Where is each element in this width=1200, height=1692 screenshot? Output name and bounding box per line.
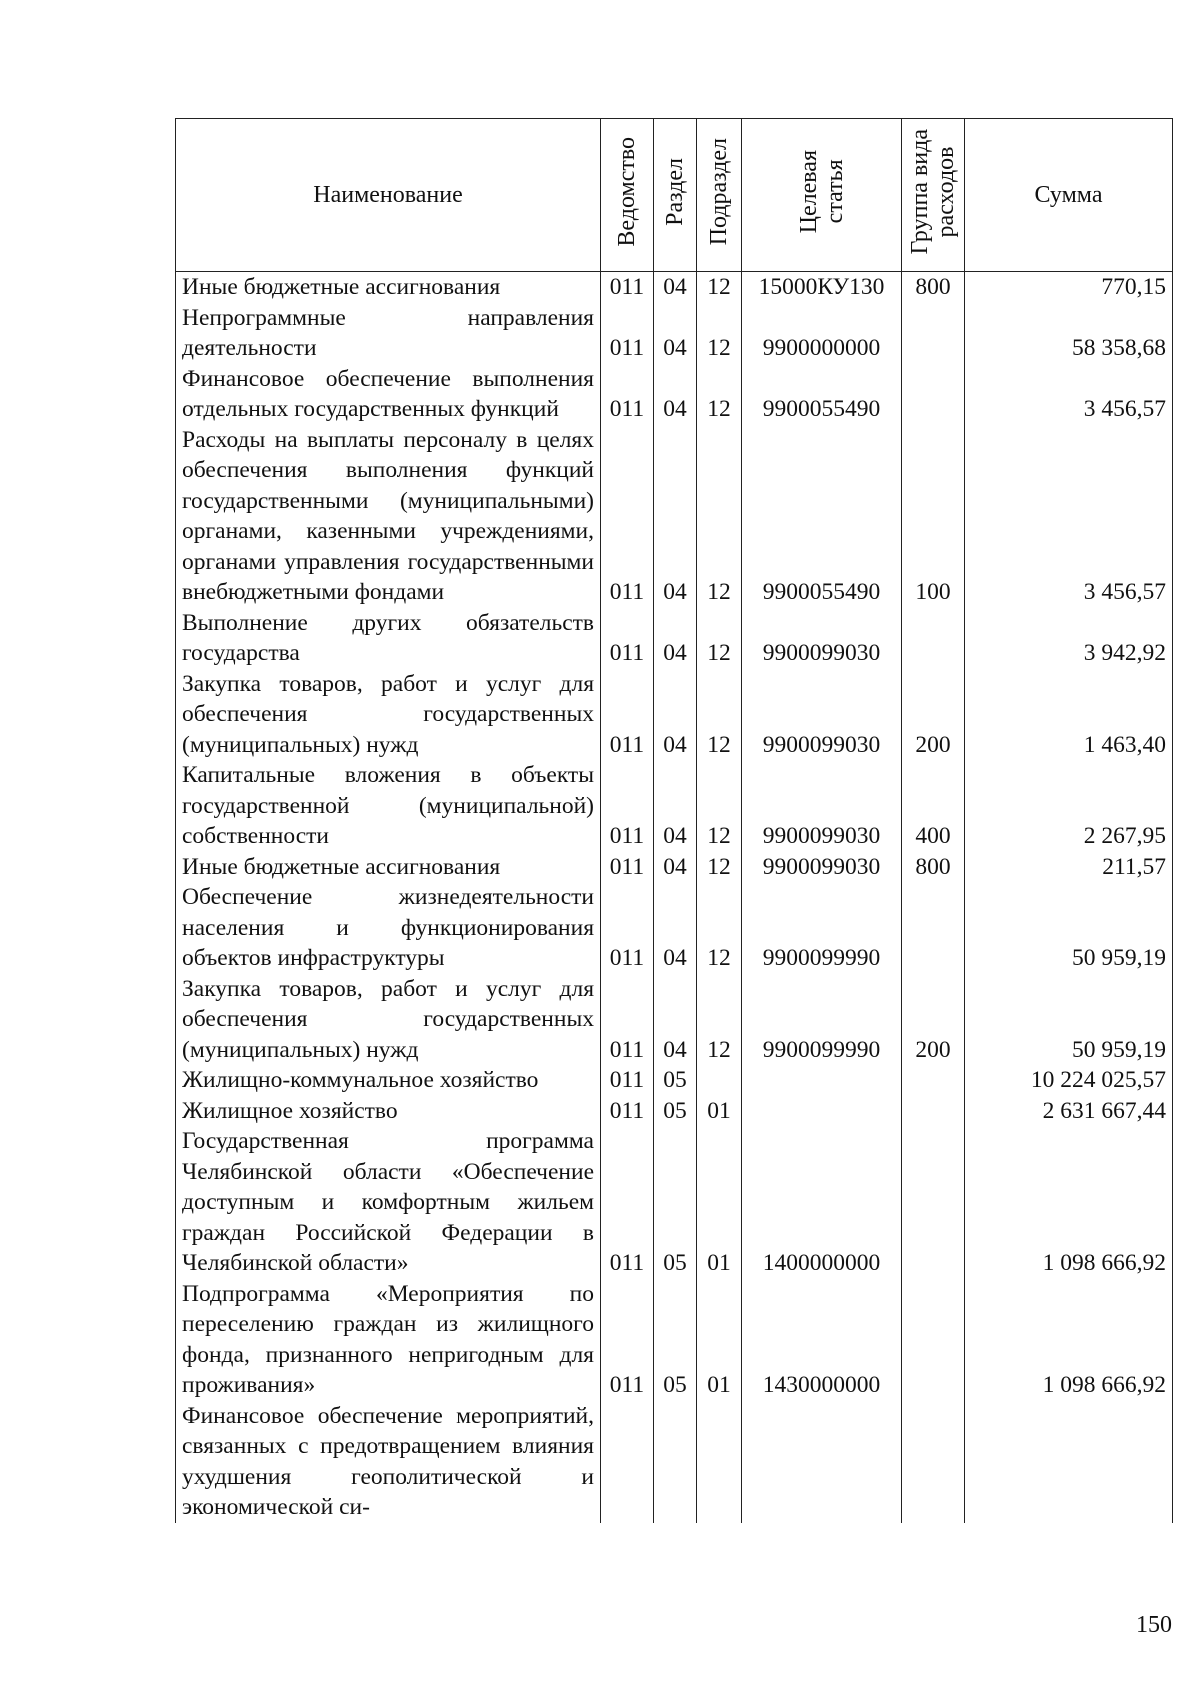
table-row: [176, 272, 1173, 303]
cell-gruppa: [902, 882, 965, 974]
cell-podrazdel: 12: [697, 364, 742, 425]
cell-vedomstvo: 011: [601, 1279, 654, 1401]
cell-podrazdel: 12: [697, 608, 742, 669]
cell-vedomstvo: 011: [601, 364, 654, 425]
table-row: [176, 1126, 1173, 1279]
cell-summa: 1 463,40: [965, 669, 1173, 761]
cell-razdel: 04: [654, 272, 697, 303]
cell-celevaya-statya: 9900099030: [742, 760, 902, 852]
cell-podrazdel: 01: [697, 1279, 742, 1401]
cell-summa: 1 098 666,92: [965, 1279, 1173, 1401]
cell-gruppa: [902, 1126, 965, 1279]
cell-razdel: 04: [654, 760, 697, 852]
cell-name: Капитальные вложения в объекты государственной (муниципальной) собственности: [176, 760, 601, 852]
cell-gruppa: 100: [902, 425, 965, 608]
cell-vedomstvo: [601, 1401, 654, 1523]
table-row: [176, 669, 1173, 761]
cell-name: Жилищно-коммунальное хозяйство: [176, 1065, 601, 1096]
cell-summa: 3 456,57: [965, 425, 1173, 608]
cell-gruppa: [902, 364, 965, 425]
cell-gruppa: [902, 608, 965, 669]
cell-summa: 2 267,95: [965, 760, 1173, 852]
cell-vedomstvo: 011: [601, 272, 654, 303]
cell-summa: 3 942,92: [965, 608, 1173, 669]
table-row: [176, 364, 1173, 425]
cell-celevaya-statya: [742, 1065, 902, 1096]
cell-gruppa: [902, 1279, 965, 1401]
cell-razdel: 04: [654, 608, 697, 669]
cell-celevaya-statya: 9900055490: [742, 364, 902, 425]
cell-celevaya-statya: [742, 1401, 902, 1523]
cell-gruppa: 400: [902, 760, 965, 852]
header-gruppa-vida-rashodov: [902, 119, 965, 272]
cell-podrazdel: 12: [697, 425, 742, 608]
cell-celevaya-statya: [742, 1096, 902, 1127]
cell-vedomstvo: 011: [601, 425, 654, 608]
header-celevaya-line1: Целевая: [795, 149, 822, 234]
cell-celevaya-statya: 9900055490: [742, 425, 902, 608]
cell-gruppa: [902, 303, 965, 364]
header-celevaya-line2: статья: [821, 159, 848, 224]
cell-razdel: 05: [654, 1126, 697, 1279]
cell-summa: 211,57: [965, 852, 1173, 883]
cell-razdel: [654, 1401, 697, 1523]
cell-gruppa: 800: [902, 852, 965, 883]
cell-podrazdel: 12: [697, 760, 742, 852]
cell-razdel: 04: [654, 425, 697, 608]
header-gruppa-line2: расходов: [933, 146, 959, 237]
cell-celevaya-statya: 15000КУ130: [742, 272, 902, 303]
table-row: [176, 1065, 1173, 1096]
cell-gruppa: [902, 1065, 965, 1096]
cell-podrazdel: 01: [697, 1126, 742, 1279]
cell-vedomstvo: 011: [601, 760, 654, 852]
cell-summa: 770,15: [965, 272, 1173, 303]
cell-name: Иные бюджетные ассигнования: [176, 852, 601, 883]
cell-vedomstvo: 011: [601, 852, 654, 883]
cell-name: Непрограммные направления деятельности: [176, 303, 601, 364]
cell-summa: 3 456,57: [965, 364, 1173, 425]
header-gruppa-line1: Группа вида: [907, 128, 933, 255]
header-razdel: Раздел: [654, 119, 697, 272]
budget-table: [175, 118, 1173, 1523]
header-podrazdel: Подраздел: [697, 119, 742, 272]
cell-name: Финансовое обеспечение мероприятий, связанных с предотвращением влияния ухудшения геополитической и экономической си-: [176, 1401, 601, 1523]
table-row: [176, 760, 1173, 852]
table-row: [176, 974, 1173, 1066]
table-row: [176, 425, 1173, 608]
page-number: 150: [1136, 1612, 1172, 1638]
cell-name: Закупка товаров, работ и услуг для обеспечения государственных (муниципальных) нужд: [176, 974, 601, 1066]
cell-vedomstvo: 011: [601, 882, 654, 974]
cell-razdel: 04: [654, 974, 697, 1066]
cell-vedomstvo: 011: [601, 974, 654, 1066]
cell-gruppa: [902, 1401, 965, 1523]
cell-summa: 50 959,19: [965, 974, 1173, 1066]
cell-celevaya-statya: 9900099990: [742, 882, 902, 974]
cell-razdel: 04: [654, 882, 697, 974]
cell-podrazdel: 12: [697, 272, 742, 303]
header-vedomstvo: Ведомство: [601, 119, 654, 272]
header-celevaya-statya: [742, 119, 902, 272]
cell-podrazdel: 12: [697, 974, 742, 1066]
cell-name: Жилищное хозяйство: [176, 1096, 601, 1127]
table-row: [176, 1401, 1173, 1523]
cell-podrazdel: 12: [697, 852, 742, 883]
cell-celevaya-statya: 9900099030: [742, 669, 902, 761]
cell-razdel: 05: [654, 1065, 697, 1096]
cell-gruppa: 200: [902, 669, 965, 761]
table-row: [176, 882, 1173, 974]
table-row: [176, 852, 1173, 883]
cell-summa: 50 959,19: [965, 882, 1173, 974]
table-row: [176, 1279, 1173, 1401]
cell-celevaya-statya: 1430000000: [742, 1279, 902, 1401]
cell-celevaya-statya: 9900099030: [742, 852, 902, 883]
cell-name: Закупка товаров, работ и услуг для обеспечения государственных (муниципальных) нужд: [176, 669, 601, 761]
cell-razdel: 04: [654, 669, 697, 761]
cell-celevaya-statya: 9900099990: [742, 974, 902, 1066]
cell-razdel: 04: [654, 303, 697, 364]
cell-podrazdel: 01: [697, 1096, 742, 1127]
cell-summa: [965, 1401, 1173, 1523]
cell-razdel: 05: [654, 1279, 697, 1401]
table-row: [176, 608, 1173, 669]
cell-vedomstvo: 011: [601, 608, 654, 669]
cell-podrazdel: [697, 1065, 742, 1096]
cell-podrazdel: 12: [697, 882, 742, 974]
header-summa: Сумма: [965, 119, 1173, 272]
cell-vedomstvo: 011: [601, 1065, 654, 1096]
cell-vedomstvo: 011: [601, 1096, 654, 1127]
cell-summa: 1 098 666,92: [965, 1126, 1173, 1279]
table-row: [176, 303, 1173, 364]
cell-vedomstvo: 011: [601, 303, 654, 364]
cell-vedomstvo: 011: [601, 1126, 654, 1279]
cell-summa: 10 224 025,57: [965, 1065, 1173, 1096]
cell-gruppa: [902, 1096, 965, 1127]
cell-razdel: 05: [654, 1096, 697, 1127]
cell-celevaya-statya: 9900000000: [742, 303, 902, 364]
cell-name: Иные бюджетные ассигнования: [176, 272, 601, 303]
cell-razdel: 04: [654, 364, 697, 425]
table-header-row: [176, 119, 1173, 272]
cell-celevaya-statya: 1400000000: [742, 1126, 902, 1279]
cell-summa: 58 358,68: [965, 303, 1173, 364]
cell-summa: 2 631 667,44: [965, 1096, 1173, 1127]
cell-name: Выполнение других обязательств государства: [176, 608, 601, 669]
cell-podrazdel: 12: [697, 669, 742, 761]
cell-gruppa: 800: [902, 272, 965, 303]
cell-podrazdel: [697, 1401, 742, 1523]
cell-razdel: 04: [654, 852, 697, 883]
cell-gruppa: 200: [902, 974, 965, 1066]
cell-celevaya-statya: 9900099030: [742, 608, 902, 669]
cell-podrazdel: 12: [697, 303, 742, 364]
header-name: Наименование: [176, 119, 601, 272]
table-row: [176, 1096, 1173, 1127]
cell-name: Расходы на выплаты персоналу в целях обеспечения выполнения функций государственными (муниципальными) органами, казенными учреждениями, органами управления государственными внебюджетными фондами: [176, 425, 601, 608]
cell-name: Государственная программа Челябинской области «Обеспечение доступным и комфортным жильем граждан Российской Федерации в Челябинской области»: [176, 1126, 601, 1279]
cell-vedomstvo: 011: [601, 669, 654, 761]
cell-name: Финансовое обеспечение выполнения отдельных государственных функций: [176, 364, 601, 425]
cell-name: Обеспечение жизнедеятельности населения и функционирования объектов инфраструктуры: [176, 882, 601, 974]
cell-name: Подпрограмма «Мероприятия по переселению граждан из жилищного фонда, признанного непригодным для проживания»: [176, 1279, 601, 1401]
